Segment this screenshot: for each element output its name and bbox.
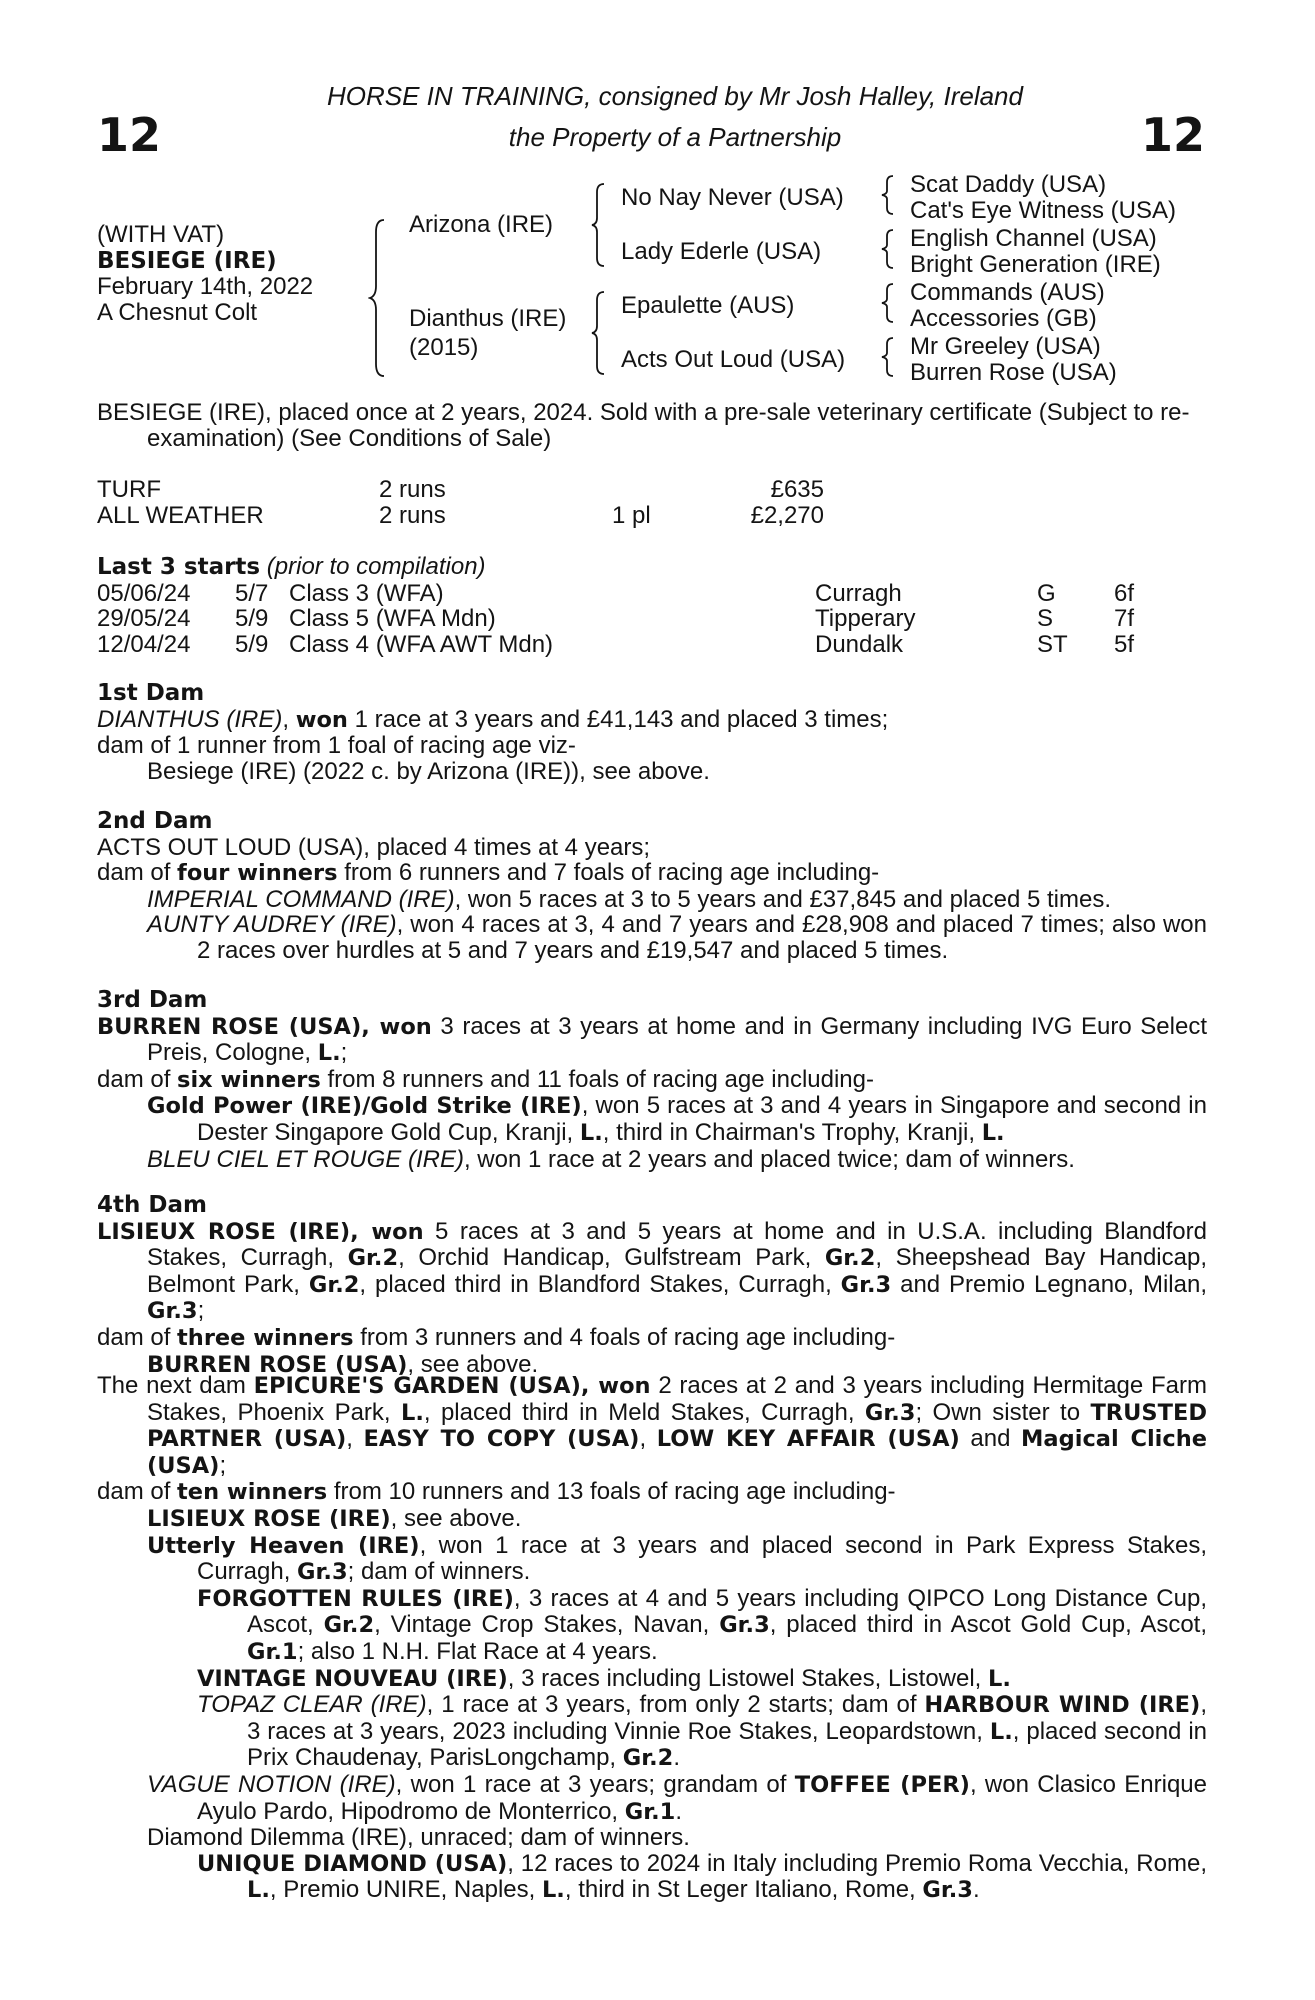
start-race: Class 3 (WFA) [289,579,444,607]
progeny-entry [97,1093,1207,1146]
dam-record-text: ; Own sister to [915,1398,1091,1426]
progeny-record: , placed third in Ascot Gold Cup, Ascot, [769,1611,1208,1639]
dam-record-text: , placed third in Blandford Stakes, Curragh, [359,1270,841,1298]
listed-mark: L. [541,1877,565,1904]
grand-progeny-entry [97,1692,1207,1772]
progeny-entry [97,1147,1207,1173]
winners-count: ten winners [177,1479,328,1506]
section-heading: 3rd Dam [97,987,208,1013]
progeny-record: ; also 1 N.H. Flat Race at 4 years. [297,1637,658,1665]
last-starts-note: (prior to compilation) [266,553,486,580]
progeny-name: HARBOUR WIND (IRE) [924,1692,1201,1719]
winners-count: three winners [177,1324,354,1351]
pedigree-ss: No Nay Never (USA) [621,184,844,211]
progeny-name: VAGUE NOTION (IRE) [147,1770,396,1798]
horse-description: A Chesnut Colt [97,299,258,326]
progeny-record: , 3 races at 3 years, 2023 including Vinnie Roe Stakes, Leopardstown, [247,1691,1207,1745]
punctuation: ; [219,1451,227,1479]
lot-number-right: 12 [1140,108,1205,162]
produce-text: dam of [97,1323,171,1351]
fourth-dam-section [97,1193,1207,1378]
start-date: 29/05/24 [97,605,191,633]
start-distance: 6f [1114,579,1135,607]
vat-note: (WITH VAT) [97,221,225,248]
progeny-name: VINTAGE NOUVEAU (IRE) [197,1665,508,1692]
punctuation: ; [197,1297,205,1325]
next-dam-produce [97,1479,1207,1506]
pedigree-brace-sire [590,182,608,268]
progeny-record: , placed second in Prix Chaudenay, ParisLongchamp, [247,1717,1208,1772]
progeny-record: , see above. [407,1350,539,1378]
grade-mark: Gr.3 [864,1399,916,1426]
first-dam-foal: Besiege (IRE) (2022 c. by Arizona (IRE)), see above. [147,757,710,785]
pedigree-brace-main [368,218,388,378]
dam-name: LISIEUX ROSE (IRE), won [97,1218,424,1245]
grade-mark: Gr.3 [840,1271,892,1298]
pedigree-brace-ss [880,174,896,216]
fourth-dam-record [97,1219,1207,1325]
start-position: 5/7 [235,579,269,607]
pedigree-dsd: Accessories (GB) [910,305,1097,332]
sibling-name: EASY TO COPY (USA) [363,1426,640,1453]
punctuation: , [639,1425,657,1453]
start-going: ST [1037,630,1068,658]
section-heading: 4th Dam [97,1192,207,1218]
dam-record-text: 2 races at 2 and 3 years including Hermitage Farm Stakes, Phoenix Park, [147,1372,1207,1426]
start-row [97,632,1207,658]
start-race: Class 5 (WFA Mdn) [289,605,496,633]
punctuation: . [675,1797,683,1825]
listed-mark: L. [988,1665,1011,1692]
grade-mark: Gr.2 [308,1271,360,1298]
next-dam-intro: The next dam [97,1372,254,1399]
progeny-record: , won 1 race at 3 years; grandam of [395,1770,795,1798]
progeny-name: BLEU CIEL ET ROUGE (IRE) [147,1145,464,1173]
grand-progeny-entry [97,1586,1207,1666]
progeny-record: , won 5 races at 3 to 5 years and £37,845 and placed 5 times. [454,885,1112,913]
produce-text: dam of [97,1478,171,1506]
pedigree-dss: Commands (AUS) [910,279,1105,306]
progeny-name: TOFFEE (PER) [794,1771,970,1798]
record-row-turf [97,477,1207,503]
pedigree-dam-year: (2015) [409,334,479,361]
grade-mark: Gr.3 [147,1298,198,1325]
sibling-name: Magical Cliche (USA) [147,1426,1207,1479]
fourth-dam-produce [97,1325,1207,1352]
start-course: Curragh [815,579,902,607]
start-race: Class 4 (WFA AWT Mdn) [289,630,554,658]
punctuation: ; [340,1039,348,1067]
start-row [97,606,1207,632]
progeny-entry [97,1772,1207,1825]
record-prize: £2,270 [750,501,824,529]
dam-record-text: 1 race at 3 years and £41,143 and placed 3 times; [354,705,889,733]
progeny-record: , 3 races at 4 and 5 years including QIPCO Long Distance Cup, Ascot, [247,1584,1207,1639]
start-going: G [1037,579,1056,607]
progeny-name: UNIQUE DIAMOND (USA) [197,1850,508,1877]
start-distance: 7f [1114,605,1135,633]
grade-mark: Gr.3 [922,1877,973,1904]
pedigree-sss: Scat Daddy (USA) [910,171,1107,198]
pedigree-sd: Lady Ederle (USA) [621,238,822,265]
pedigree-sds: English Channel (USA) [910,225,1157,252]
start-date: 12/04/24 [97,630,191,658]
progeny-name: IMPERIAL COMMAND (IRE) [147,885,455,913]
grand-progeny-entry [97,1666,1207,1693]
grade-mark: Gr.3 [719,1612,770,1639]
progeny-record: , Vintage Crop Stakes, Navan, [374,1611,720,1639]
listed-mark: L. [401,1399,424,1426]
conjunction: and [959,1425,1022,1453]
dam-record-text: , Sheepshead Bay Handicap, Belmont Park, [147,1244,1208,1298]
start-course: Dundalk [815,630,904,658]
second-dam-record: ACTS OUT LOUD (USA), placed 4 times at 4 years; [97,833,651,861]
progeny-name: AUNTY AUDREY (IRE) [147,911,397,939]
lot-number-left: 12 [97,108,162,162]
consignor-line: HORSE IN TRAINING, consigned by Mr Josh Halley, Ireland [327,81,1023,111]
grade-mark: Gr.2 [824,1245,876,1272]
horse-name: BESIEGE (IRE) [97,248,277,274]
progeny-name: Utterly Heaven (IRE) [147,1532,420,1559]
produce-text: dam of [97,859,171,887]
sibling-name: TRUSTED PARTNER (USA) [147,1399,1207,1453]
pedigree-sdd: Bright Generation (IRE) [910,251,1161,278]
second-dam-produce [97,860,1207,887]
record-row-all-weather [97,503,1207,529]
record-runs: 2 runs [379,476,446,503]
progeny-record: , 3 races including Listowel Stakes, Listowel, [507,1664,989,1692]
start-position: 5/9 [235,605,269,633]
dam-record-text: 3 races at 3 years at home and in Germany including IVG Euro Select Preis, Cologne, [147,1012,1207,1067]
produce-text: from 3 runners and 4 foals of racing age including- [360,1323,896,1351]
listed-mark: L. [317,1040,341,1067]
first-dam-section [97,681,1207,784]
progeny-entry [97,1533,1207,1586]
summary-text: BESIEGE (IRE), placed once at 2 years, 2024. Sold with a pre-sale veterinary certificate (Subject to re-examination) (See Conditions of Sale) [97,399,1190,452]
pedigree-dds: Mr Greeley (USA) [910,333,1101,360]
dam-record-text: and Premio Legnano, Milan, [891,1270,1207,1298]
record-surface: ALL WEATHER [97,501,264,529]
pedigree-brace-ds [880,282,896,324]
start-course: Tipperary [815,605,916,633]
horse-info [97,222,313,326]
grand-progeny-entry [97,1851,1207,1904]
listed-mark: L. [247,1877,270,1904]
produce-text: dam of [97,1065,171,1093]
record-prize: £635 [770,476,824,503]
dam-record-text: , Orchid Handicap, Gulfstream Park, [398,1244,825,1272]
dam-name: BURREN ROSE (USA), won [97,1013,432,1040]
progeny-record: , third in Chairman's Trophy, Kranji, [602,1118,982,1146]
progeny-entry [97,887,1207,913]
third-dam-record [97,1014,1207,1067]
start-position: 5/9 [235,630,269,658]
dam-name: DIANTHUS (IRE) [97,705,283,733]
record-placings: 1 pl [612,501,651,529]
next-dam-record [97,1373,1207,1479]
progeny-record: , won 1 race at 2 years and placed twice; dam of winners. [463,1145,1075,1173]
progeny-entry: Diamond Dilemma (IRE), unraced; dam of winners. [147,1824,690,1852]
last-starts [97,554,1207,657]
start-distance: 5f [1114,630,1135,658]
pedigree-dam: Dianthus (IRE) [409,305,567,332]
pedigree-sire: Arizona (IRE) [409,211,554,238]
progeny-entry [97,912,1207,963]
record-runs: 2 runs [379,501,446,529]
dam-record-text: 5 races at 3 and 5 years at home and in U.S.A. including Blandford Stakes, Curragh, [147,1217,1207,1272]
first-dam-record: DIANTHUS (IRE), won 1 race at 3 years and £41,143 and placed 3 times; [97,705,889,733]
progeny-name: BURREN ROSE (USA) [147,1351,408,1378]
listed-mark: L. [579,1119,603,1146]
record-surface: TURF [97,476,161,503]
punctuation: . [972,1876,980,1904]
progeny-name: FORGOTTEN RULES (IRE) [197,1585,514,1612]
progeny-record: , won 5 races at 3 and 4 years in Singapore and second in Dester Singapore Gold Cup, Kranji, [197,1092,1207,1146]
start-date: 05/06/24 [97,579,191,607]
progeny-record: , won Clasico Enrique Ayulo Pardo, Hipodromo de Monterrico, [197,1770,1208,1825]
produce-text: from 6 runners and 7 foals of racing age including- [344,859,880,887]
grade-mark: Gr.1 [247,1638,298,1665]
last-starts-title: Last 3 starts [97,554,261,580]
next-dam-section [97,1373,1207,1904]
racing-record [97,477,1207,528]
dam-name: EPICURE'S GARDEN (USA), won [253,1373,651,1399]
progeny-record: , 12 races to 2024 in Italy including Premio Roma Vecchia, Rome, [507,1849,1207,1877]
start-going: S [1037,605,1054,633]
third-dam-produce [97,1067,1207,1094]
progeny-record: , won 4 races at 3, 4 and 7 years and £28,908 and placed 7 times; also won 2 races over hurdles at 5 and 7 years and £19,547 and placed 5 times. [197,911,1207,964]
grade-mark: Gr.2 [347,1245,399,1272]
sale-summary [97,400,1207,451]
start-row [97,581,1207,607]
second-dam-section [97,809,1207,964]
dam-record-text: , placed third in Meld Stakes, Curragh, [423,1398,865,1426]
sibling-name: LOW KEY AFFAIR (USA) [656,1426,960,1453]
last-starts-heading [97,554,1207,581]
grade-mark: Gr.1 [624,1798,676,1825]
first-dam-produce: dam of 1 runner from 1 foal of racing age viz- [97,732,576,760]
progeny-record: , see above. [390,1504,522,1532]
progeny-name: TOPAZ CLEAR (IRE) [197,1691,427,1719]
section-heading: 1st Dam [97,680,205,706]
grade-mark: Gr.2 [622,1745,674,1772]
progeny-name: Gold Power (IRE)/Gold Strike (IRE) [147,1093,582,1120]
third-dam-section [97,988,1207,1172]
pedigree-ds: Epaulette (AUS) [621,292,795,319]
pedigree-brace-dam [590,290,608,376]
pedigree-ssd: Cat's Eye Witness (USA) [910,197,1176,224]
produce-text: from 8 runners and 11 foals of racing age including- [327,1065,874,1093]
punctuation: . [673,1744,680,1772]
produce-text: from 10 runners and 13 foals of racing age including- [333,1478,896,1506]
winners-count: six winners [177,1066,321,1093]
won-label: won [295,706,348,733]
progeny-name: LISIEUX ROSE (IRE) [147,1505,391,1532]
progeny-entry [97,1506,1207,1533]
property-line: the Property of a Partnership [508,122,842,152]
progeny-record: , 1 race at 3 years, from only 2 starts; dam of [426,1691,925,1719]
section-heading: 2nd Dam [97,808,213,834]
pedigree-brace-dd [880,336,896,378]
progeny-record: ; dam of winners. [347,1558,531,1586]
progeny-record: , won 1 race at 3 years and placed second in Park Express Stakes, Curragh, [197,1531,1207,1586]
winners-count: four winners [177,860,338,887]
listed-mark: L. [989,1718,1013,1745]
listed-mark: L. [981,1119,1005,1146]
foaling-date: February 14th, 2022 [97,273,314,300]
progeny-record: , third in St Leger Italiano, Rome, [564,1876,923,1904]
punctuation: , [346,1425,364,1453]
grade-mark: Gr.2 [323,1612,375,1639]
pedigree-brace-sd [880,228,896,270]
pedigree-dd: Acts Out Loud (USA) [621,346,846,373]
pedigree-ddd: Burren Rose (USA) [910,359,1117,386]
grade-mark: Gr.3 [297,1559,348,1586]
progeny-record: , Premio UNIRE, Naples, [269,1876,542,1904]
